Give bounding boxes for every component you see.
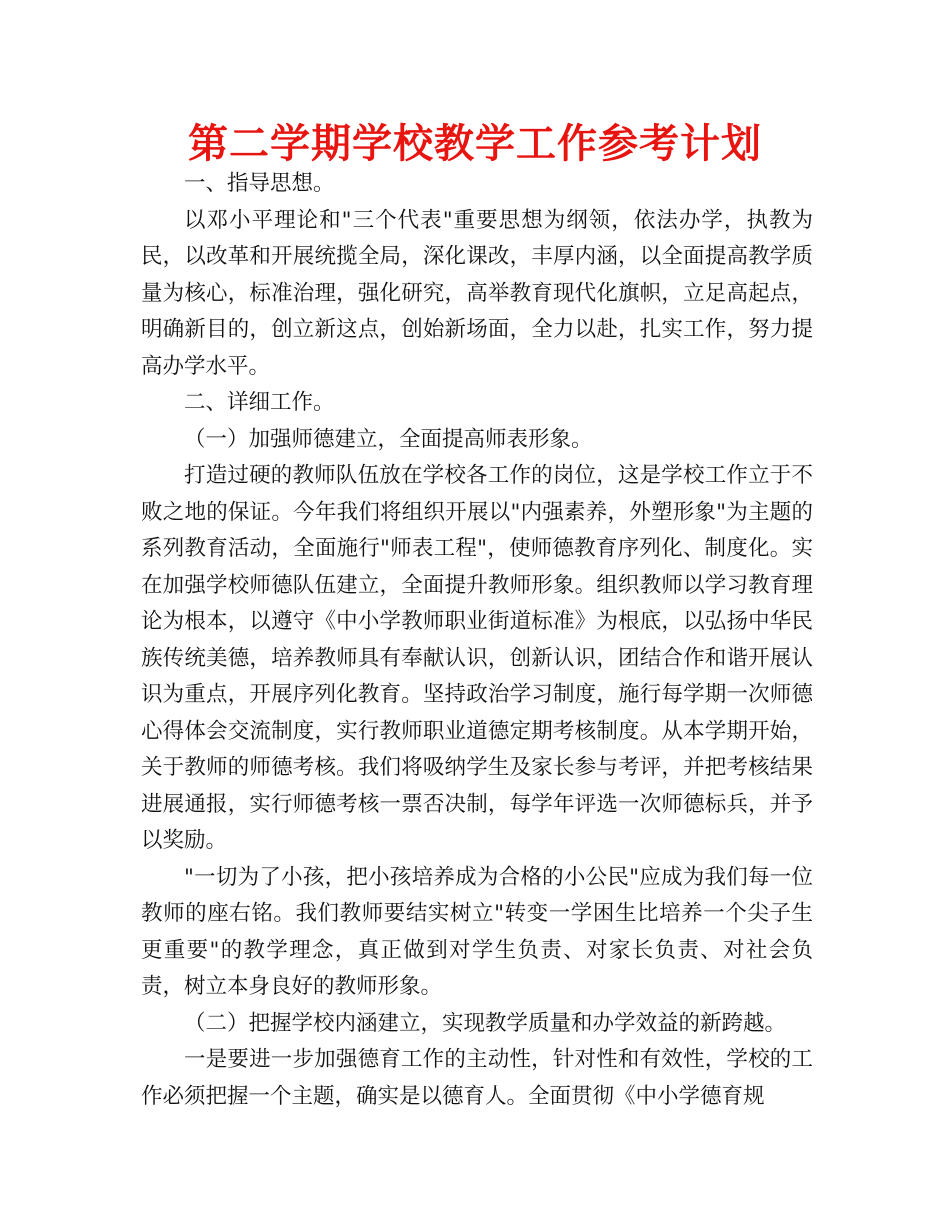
section-heading-detailed-work: 二、详细工作。: [184, 390, 335, 415]
paragraph: 以邓小平理论和"三个代表"重要思想为纲领，依法办学，执教为民，以改革和开展统揽全局，深化课改，丰厚内涵，以全面提高教学质量为核心，标准治理，强化研究，高举教育现代化旗帜，立足高起点，明确新目的，创立新这点，创始新场面，全力以赴，扎实工作，努力提高办学水平。: [141, 207, 813, 379]
document-title: 第二学期学校教学工作参考计划: [188, 121, 762, 167]
paragraph: 一是要进一步加强德育工作的主动性，针对性和有效性，学校的工作必须把握一个主题，确实是以德育人。全面贯彻《中小学德育规: [141, 1047, 813, 1109]
document-body: [141, 166, 813, 1115]
subsection-heading: （一）加强师德建立，全面提高师表形象。: [184, 426, 593, 452]
section-heading-guiding-thought: 一、指导思想。: [184, 171, 335, 196]
paragraph: "一切为了小孩，把小孩培养成为合格的小公民"应成为我们每一位教师的座右铭。我们教师要结实树立"转变一学困生比培养一个尖子生更重要"的教学理念，真正做到对学生负责、对家长负责、对社会负责，树立本身良好的教师形象。: [141, 864, 813, 999]
subsection-heading: （二）把握学校内涵建立，实现教学质量和办学效益的新跨越。: [184, 1010, 787, 1036]
paragraph: 打造过硬的教师队伍放在学校各工作的岗位，这是学校工作立于不败之地的保证。今年我们将组织开展以"内强素养，外塑形象"为主题的系列教育活动，全面施行"师表工程"，使师德教育序列化、制度化。实在加强学校师德队伍建立，全面提升教师形象。组织教师以学习教育理论为根本，以遵守《中小学教师职业街道标准》为根底，以弘扬中华民族传统美德，培养教师具有奉献认识，创新认识，团结合作和谐开展认识为重点，开展序列化教育。坚持政治学习制度，施行每学期一次师德心得体会交流制度，实行教师职业道德定期考核制度。从本学期开始，关于教师的师德考核。我们将吸纳学生及家长参与考评，并把考核结果进展通报，实行师德考核一票否决制，每学年评选一次师德标兵，并予以奖励。: [141, 463, 813, 853]
